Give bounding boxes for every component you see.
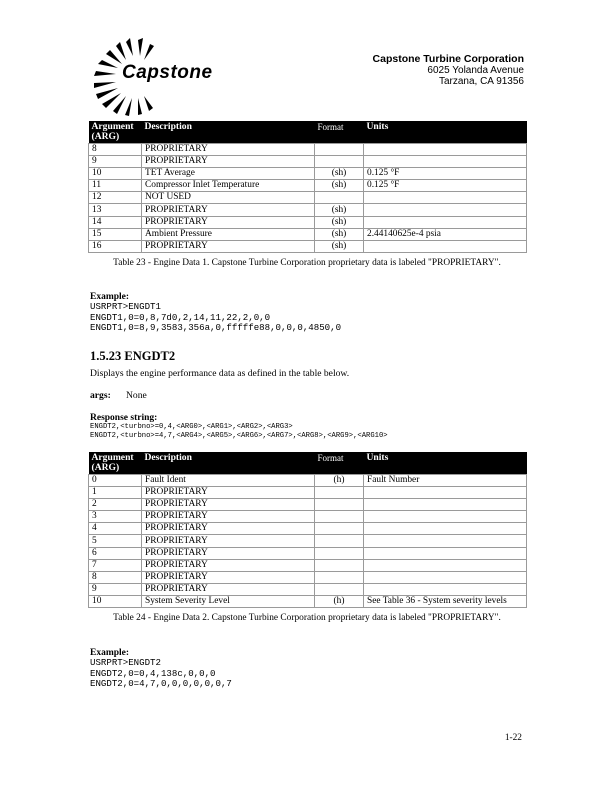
cell-arg: 8 bbox=[89, 571, 142, 583]
code-line: ENGDT2,<turbno>=0,4,<ARG0>,<ARG1>,<ARG2>,<ARG3> bbox=[90, 423, 293, 431]
code-line: ENGDT2,0=4,7,0,0,0,0,0,0,7 bbox=[90, 678, 232, 689]
cell-description: PROPRIETARY bbox=[142, 523, 315, 535]
column-header-units: Units bbox=[364, 452, 527, 475]
example-2-code bbox=[90, 658, 232, 690]
cell-description: Ambient Pressure bbox=[142, 228, 315, 240]
logo-wordmark: Capstone bbox=[122, 62, 213, 83]
company-name: Capstone Turbine Corporation bbox=[372, 53, 524, 65]
cell-arg: 10 bbox=[89, 168, 142, 180]
column-header-units: Units bbox=[364, 121, 527, 144]
args-value: None bbox=[126, 390, 147, 401]
cell-format bbox=[315, 511, 364, 523]
cell-units bbox=[364, 523, 527, 535]
cell-format: (h) bbox=[315, 595, 364, 607]
cell-description: PROPRIETARY bbox=[142, 487, 315, 499]
cell-units: 0.125 °F bbox=[364, 168, 527, 180]
column-header-argument: Argument (ARG) bbox=[89, 121, 142, 144]
table-23-caption: Table 23 - Engine Data 1. Capstone Turbine Corporation proprietary data is labeled "PROPRIETARY". bbox=[113, 258, 501, 268]
table-row bbox=[89, 583, 527, 595]
column-header-description: Description bbox=[142, 452, 315, 475]
cell-units bbox=[364, 156, 527, 168]
table-row bbox=[89, 547, 527, 559]
cell-units bbox=[364, 571, 527, 583]
cell-description: PROPRIETARY bbox=[142, 499, 315, 511]
cell-units bbox=[364, 499, 527, 511]
example-1-code bbox=[90, 302, 341, 334]
args-label: args: bbox=[90, 390, 111, 401]
cell-units: 0.125 °F bbox=[364, 180, 527, 192]
cell-format: (sh) bbox=[315, 168, 364, 180]
cell-description: TET Average bbox=[142, 168, 315, 180]
column-header-format: Format bbox=[315, 452, 364, 475]
cell-units bbox=[364, 583, 527, 595]
cell-description: PROPRIETARY bbox=[142, 240, 315, 252]
code-line: ENGDT1,0=0,8,7d0,2,14,11,22,2,0,0 bbox=[90, 311, 271, 323]
cell-arg: 5 bbox=[89, 535, 142, 547]
cell-units bbox=[364, 204, 527, 216]
cell-format bbox=[315, 487, 364, 499]
cell-units bbox=[364, 192, 527, 204]
cell-format: (sh) bbox=[315, 180, 364, 192]
code-line: USRPRT>ENGDT2 bbox=[90, 657, 161, 668]
response-string-label: Response string: bbox=[90, 413, 158, 423]
section-description: Displays the engine performance data as defined in the table below. bbox=[90, 368, 350, 379]
cell-arg: 7 bbox=[89, 559, 142, 571]
cell-arg: 14 bbox=[89, 216, 142, 228]
cell-arg: 9 bbox=[89, 156, 142, 168]
code-line: ENGDT1,0=8,9,3583,356a,0,fffffe88,0,0,0,4850,0 bbox=[90, 322, 342, 333]
cell-arg: 0 bbox=[89, 475, 142, 487]
section-heading: 1.5.23 ENGDT2 bbox=[90, 349, 176, 363]
code-line: ENGDT2,0=0,4,138c,0,0,0 bbox=[90, 667, 216, 679]
cell-description: PROPRIETARY bbox=[142, 216, 315, 228]
args-line bbox=[90, 390, 147, 401]
cell-description: PROPRIETARY bbox=[142, 583, 315, 595]
table-row bbox=[89, 240, 527, 252]
cell-units: Fault Number bbox=[364, 475, 527, 487]
cell-units bbox=[364, 535, 527, 547]
cell-units bbox=[364, 511, 527, 523]
cell-description: PROPRIETARY bbox=[142, 156, 315, 168]
table-row bbox=[89, 523, 527, 535]
example-2-label: Example: bbox=[90, 648, 130, 658]
cell-description: PROPRIETARY bbox=[142, 144, 315, 156]
column-header-description: Description bbox=[142, 121, 315, 144]
column-header-argument: Argument (ARG) bbox=[89, 452, 142, 475]
cell-arg: 3 bbox=[89, 511, 142, 523]
cell-units: See Table 36 - System severity levels bbox=[364, 595, 527, 607]
cell-format bbox=[315, 499, 364, 511]
cell-arg: 4 bbox=[89, 523, 142, 535]
cell-format bbox=[315, 559, 364, 571]
cell-arg: 16 bbox=[89, 240, 142, 252]
cell-arg: 6 bbox=[89, 547, 142, 559]
cell-format bbox=[315, 523, 364, 535]
cell-format: (h) bbox=[315, 475, 364, 487]
table-row bbox=[89, 595, 527, 607]
cell-format: (sh) bbox=[315, 216, 364, 228]
cell-arg: 10 bbox=[89, 595, 142, 607]
cell-units bbox=[364, 240, 527, 252]
cell-units bbox=[364, 487, 527, 499]
cell-arg: 12 bbox=[89, 192, 142, 204]
cell-format bbox=[315, 144, 364, 156]
table-24-caption: Table 24 - Engine Data 2. Capstone Turbine Corporation proprietary data is labeled "PROPRIETARY". bbox=[113, 613, 501, 623]
cell-arg: 13 bbox=[89, 204, 142, 216]
cell-format bbox=[315, 571, 364, 583]
table-row bbox=[89, 228, 527, 240]
cell-description: PROPRIETARY bbox=[142, 559, 315, 571]
cell-units bbox=[364, 559, 527, 571]
table-row bbox=[89, 499, 527, 511]
cell-arg: 2 bbox=[89, 499, 142, 511]
cell-format: (sh) bbox=[315, 204, 364, 216]
table-row bbox=[89, 511, 527, 523]
cell-units bbox=[364, 216, 527, 228]
cell-description: PROPRIETARY bbox=[142, 535, 315, 547]
table-row bbox=[89, 144, 527, 156]
table-row bbox=[89, 168, 527, 180]
table-header-row bbox=[89, 452, 527, 475]
cell-format bbox=[315, 583, 364, 595]
cell-description: PROPRIETARY bbox=[142, 547, 315, 559]
table-row bbox=[89, 204, 527, 216]
cell-units bbox=[364, 547, 527, 559]
cell-format bbox=[315, 547, 364, 559]
cell-units bbox=[364, 144, 527, 156]
cell-arg: 8 bbox=[89, 144, 142, 156]
table-header-row bbox=[89, 121, 527, 144]
cell-arg: 9 bbox=[89, 583, 142, 595]
table-row bbox=[89, 216, 527, 228]
company-address-block bbox=[373, 54, 524, 87]
table-row bbox=[89, 180, 527, 192]
cell-description: PROPRIETARY bbox=[142, 204, 315, 216]
cell-format bbox=[315, 192, 364, 204]
engine-data-1-table bbox=[88, 121, 527, 253]
column-header-format: Format bbox=[315, 121, 364, 144]
table-row bbox=[89, 192, 527, 204]
table-row bbox=[89, 487, 527, 499]
cell-format bbox=[315, 156, 364, 168]
page-number: 1-22 bbox=[504, 733, 522, 743]
cell-description: Compressor Inlet Temperature bbox=[142, 180, 315, 192]
cell-description: PROPRIETARY bbox=[142, 571, 315, 583]
cell-description: System Severity Level bbox=[142, 595, 315, 607]
code-line: ENGDT2,<turbno>=4,7,<ARG4>,<ARG5>,<ARG6>,<ARG7>,<ARG8>,<ARG9>,<ARG10> bbox=[90, 432, 388, 440]
cell-description: PROPRIETARY bbox=[142, 511, 315, 523]
table-row bbox=[89, 571, 527, 583]
response-string-code bbox=[90, 423, 388, 441]
table-row bbox=[89, 559, 527, 571]
cell-arg: 1 bbox=[89, 487, 142, 499]
cell-arg: 11 bbox=[89, 180, 142, 192]
cell-description: NOT USED bbox=[142, 192, 315, 204]
example-1-label: Example: bbox=[90, 292, 130, 302]
address-line-2: Tarzana, CA 91356 bbox=[438, 76, 524, 87]
cell-format: (sh) bbox=[315, 240, 364, 252]
capstone-logo bbox=[86, 36, 216, 116]
address-line-1: 6025 Yolanda Avenue bbox=[427, 65, 524, 76]
table-row bbox=[89, 156, 527, 168]
cell-format: (sh) bbox=[315, 228, 364, 240]
cell-format bbox=[315, 535, 364, 547]
table-row bbox=[89, 475, 527, 487]
table-row bbox=[89, 535, 527, 547]
cell-arg: 15 bbox=[89, 228, 142, 240]
cell-units: 2.44140625e-4 psia bbox=[364, 228, 527, 240]
engine-data-2-table bbox=[88, 452, 527, 608]
code-line: USRPRT>ENGDT1 bbox=[90, 301, 161, 312]
cell-description: Fault Ident bbox=[142, 475, 315, 487]
